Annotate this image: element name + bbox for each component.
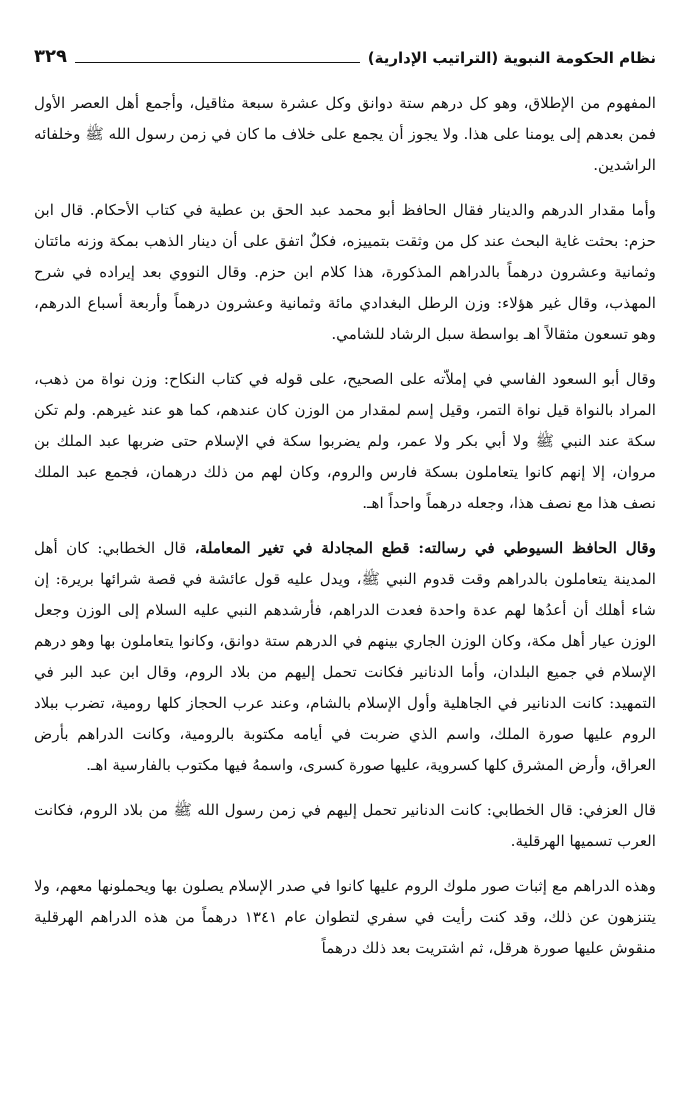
paragraph: المفهوم من الإطلاق، وهو كل درهم ستة دوانق وكل عشرة سبعة مثاقيل، وأجمع أهل العصر الأول فمن بعدهم إلى يومنا على هذا. ولا يجوز أن يجمع على خلاف ما كان في زمن رسول الله ﷺ وخلفائه الراشدين.	[34, 94, 656, 174]
header-rule	[75, 62, 360, 63]
paragraph-text: قال الخطابي: كان أهل المدينة يتعاملون بالدراهم وقت قدوم النبي ﷺ، ويدل عليه قول عائشة في قصة شرائها بريرة: إن شاء أهلك أن أعدُها لهم عدة واحدة فعدت الدراهم، فأرشدهم النبي عليه السلام إلى الوزن وجعل الوزن عيار أهل مكة، وكان الوزن الجاري بينهم في الدرهم ستة دوانق، وكانوا يتعاملون بها وهو درهم الإسلام في جميع البلدان، وأما الدنانير فكانت تحمل إليهم من بلاد الروم، وقال ابن عبد البر في التمهيد: كانت الدنانير في الجاهلية وأول الإسلام بالشام، وعند عرب الحجاز كلها رومية، تضرب ببلاد الروم عليها صورة الملك، واسم الذي ضربت في أيامه مكتوبة بالرومية، وكانت الدراهم بأرض العراق، وأرض المشرق كلها كسروية، عليها صورة كسرى، واسمهُ فيها مكتوب بالفارسية اهـ.	[34, 539, 656, 774]
paragraph	[34, 533, 656, 781]
paragraph: وقال أبو السعود الفاسي في إملاّته على الصحيح، على قوله في كتاب النكاح: وزن نواة من ذهب، المراد بالنواة قيل نواة التمر، وقيل إسم لمقدار من الوزن كان عندهم، كما هو عند غيرهم. ولم تكن سكة عند النبي ﷺ ولا أبي بكر ولا عمر، ولم يضربوا سكة في الإسلام حتى ضربها عبد الملك بن مروان، إلا إنهم كانوا يتعاملون بسكة فارس والروم، وكان لهم من ذلك درهمان، فجمع عبد الملك نصف هذا مع نصف هذا، وجعله درهماً واحداً اهـ.	[34, 370, 656, 512]
paragraph: وهذه الدراهم مع إثبات صور ملوك الروم عليها كانوا في صدر الإسلام يصلون بها ويحملونها معهم، ولا يتنزهون عن ذلك، وقد كنت رأيت في سفري لتطوان عام ١٣٤١ درهماً من هذه الدراهم الهرقلية منقوش عليها صورة هرقل، ثم اشتريت بعد ذلك درهماً	[34, 877, 656, 957]
running-title: نظام الحكومة النبوية (التراتيب الإدارية)	[367, 49, 656, 67]
paragraph: وأما مقدار الدرهم والدينار فقال الحافظ أبو محمد عبد الحق بن عطية في كتاب الأحكام. قال ابن حزم: بحثت غاية البحث عند كل من وثقت بتمييزه، فكلٌ اتفق على أن دينار الذهب بمكة وزنه مائتان وثمانية وعشرون درهماً بالدراهم المذكورة، هذا كلام ابن حزم. وقال النووي بعد إيراده في شرح المهذب، وقال غير هؤلاء: وزن الرطل البغدادي مائة وثمانية وعشرون درهماً وأربعة أسباع الدرهم، وهو تسعون مثقالاً اهـ بواسطة سبل الرشاد للشامي.	[34, 201, 656, 343]
running-header	[34, 40, 656, 66]
page-number: ٣٢٩	[34, 46, 67, 67]
paragraph: قال العزفي: قال الخطابي: كانت الدنانير تحمل إليهم في زمن رسول الله ﷺ من بلاد الروم، فكانت العرب تسميها الهرقلية.	[34, 801, 656, 850]
paragraph-heading: وقال الحافظ السيوطي في رسالته: قطع المجادلة في تغير المعاملة،	[194, 539, 656, 557]
body-text	[34, 88, 656, 964]
